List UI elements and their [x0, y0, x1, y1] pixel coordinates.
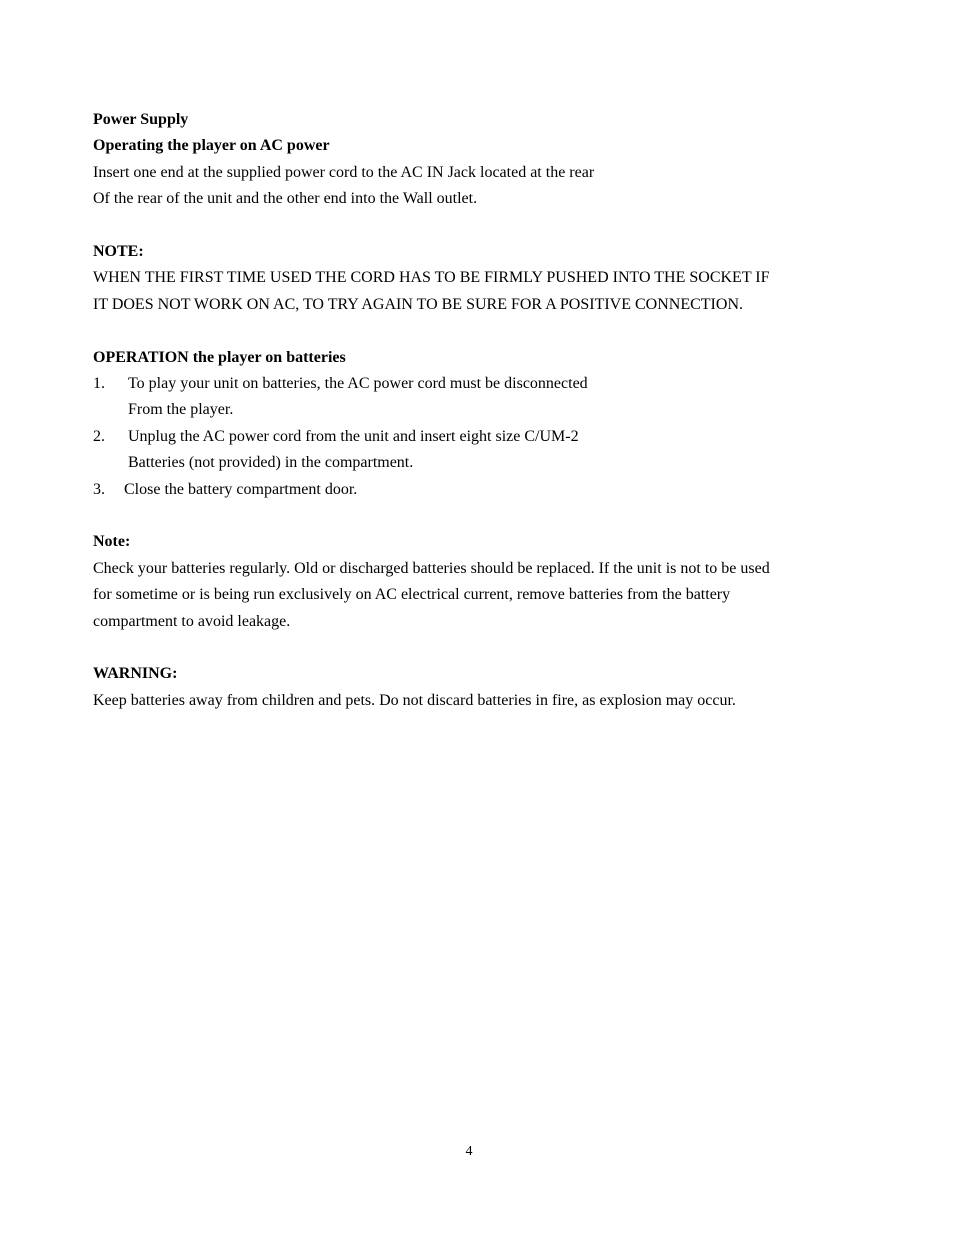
spacer	[93, 635, 873, 661]
section-title: Power Supply	[93, 111, 189, 128]
note-heading: Note:	[93, 533, 131, 551]
list-item	[93, 477, 873, 503]
spacer	[93, 213, 873, 239]
spacer	[93, 503, 873, 529]
note-heading: NOTE:	[93, 243, 144, 261]
note-line: Check your batteries regularly. Old or discharged batteries should be replaced. If the unit is not to be used	[93, 559, 770, 577]
note-line: compartment to avoid leakage.	[93, 612, 291, 630]
list-number: 2.	[93, 427, 105, 445]
list-number: 1.	[93, 375, 105, 393]
spacer	[93, 318, 873, 344]
paragraph-line: Insert one end at the supplied power cord to the AC IN Jack located at the rear	[93, 163, 595, 181]
warning-line: Keep batteries away from children and pets. Do not discard batteries in fire, as explosion may occur.	[93, 691, 736, 709]
document-page	[93, 107, 873, 714]
page-number: 4	[465, 1144, 473, 1159]
list-text: To play your unit on batteries, the AC power cord must be disconnected	[128, 375, 588, 393]
batteries-heading: OPERATION the player on batteries	[93, 348, 346, 366]
paragraph-line: Of the rear of the unit and the other end into the Wall outlet.	[93, 190, 478, 208]
list-text: Unplug the AC power cord from the unit and insert eight size C/UM-2	[128, 427, 579, 445]
note-line: WHEN THE FIRST TIME USED THE CORD HAS TO BE FIRMLY PUSHED INTO THE SOCKET IF	[93, 269, 770, 287]
list-continuation: From the player.	[128, 401, 234, 419]
warning-heading: WARNING:	[93, 665, 178, 683]
note-line: for sometime or is being run exclusively on AC electrical current, remove batteries from the battery	[93, 586, 731, 604]
list-item	[93, 371, 873, 397]
list-continuation: Batteries (not provided) in the compartment.	[128, 454, 414, 472]
note-line: IT DOES NOT WORK ON AC, TO TRY AGAIN TO BE SURE FOR A POSITIVE CONNECTION.	[93, 295, 743, 313]
list-text: Close the battery compartment door.	[124, 480, 358, 498]
section-subtitle: Operating the player on AC power	[93, 137, 330, 155]
list-item	[93, 424, 873, 450]
list-number: 3.	[93, 480, 105, 498]
